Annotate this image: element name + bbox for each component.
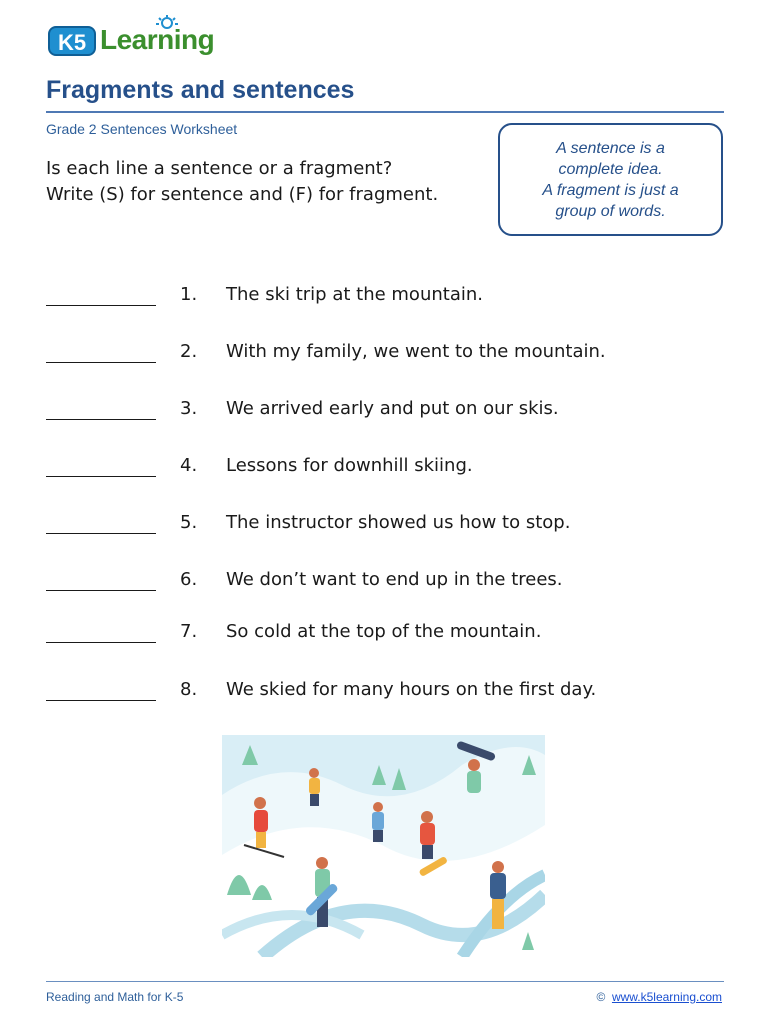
answer-blank[interactable]: [46, 700, 156, 701]
question-text: So cold at the top of the mountain.: [226, 621, 542, 642]
question-text: The instructor showed us how to stop.: [226, 512, 571, 533]
logo-wordmark: Learning: [100, 24, 215, 55]
question-number: 3.: [180, 398, 198, 419]
question-row: [46, 398, 726, 428]
question-number: 4.: [180, 455, 198, 476]
answer-blank[interactable]: [46, 476, 156, 477]
answer-blank[interactable]: [46, 642, 156, 643]
question-number: 1.: [180, 284, 198, 305]
question-number: 5.: [180, 512, 198, 533]
question-row: [46, 569, 726, 599]
question-text: We don’t want to end up in the trees.: [226, 569, 563, 590]
question-row: [46, 455, 726, 485]
skiing-illustration: [222, 735, 545, 957]
answer-blank[interactable]: [46, 305, 156, 306]
answer-blank[interactable]: [46, 590, 156, 591]
question-number: 2.: [180, 341, 198, 362]
answer-blank[interactable]: [46, 419, 156, 420]
footer-tagline: Reading and Math for K-5: [46, 990, 184, 1004]
callout-line-1: A sentence is a: [556, 139, 665, 157]
question-text: We skied for many hours on the first day.: [226, 679, 597, 700]
question-text: The ski trip at the mountain.: [226, 284, 483, 305]
website-link[interactable]: www.k5learning.com: [611, 990, 722, 1004]
callout-line-3: A fragment is just a: [542, 181, 679, 199]
instructions-line-1: Is each line a sentence or a fragment?: [46, 158, 393, 179]
footer-copyright: [596, 990, 722, 1004]
callout-line-2: complete idea.: [558, 160, 663, 178]
question-text: With my family, we went to the mountain.: [226, 341, 606, 362]
answer-blank[interactable]: [46, 362, 156, 363]
answer-blank[interactable]: [46, 533, 156, 534]
logo-badge: K5: [48, 26, 96, 56]
question-row: [46, 512, 726, 542]
footer-divider: [46, 981, 724, 982]
question-number: 7.: [180, 621, 198, 642]
title-divider: [46, 111, 724, 113]
question-text: Lessons for downhill skiing.: [226, 455, 473, 476]
worksheet-subtitle: Grade 2 Sentences Worksheet: [46, 121, 238, 137]
k5-learning-logo: [48, 16, 218, 60]
question-row: [46, 341, 726, 371]
instructions-line-2: Write (S) for sentence and (F) for fragment.: [46, 184, 439, 205]
definition-callout: [498, 123, 723, 236]
instructions: [46, 156, 438, 208]
page-title: Fragments and sentences: [46, 76, 355, 104]
question-number: 6.: [180, 569, 198, 590]
question-number: 8.: [180, 679, 198, 700]
callout-line-4: group of words.: [555, 202, 666, 220]
question-row: [46, 679, 726, 709]
question-row: [46, 621, 726, 651]
question-text: We arrived early and put on our skis.: [226, 398, 559, 419]
question-row: [46, 284, 726, 314]
copyright-symbol: ©: [596, 990, 606, 1004]
